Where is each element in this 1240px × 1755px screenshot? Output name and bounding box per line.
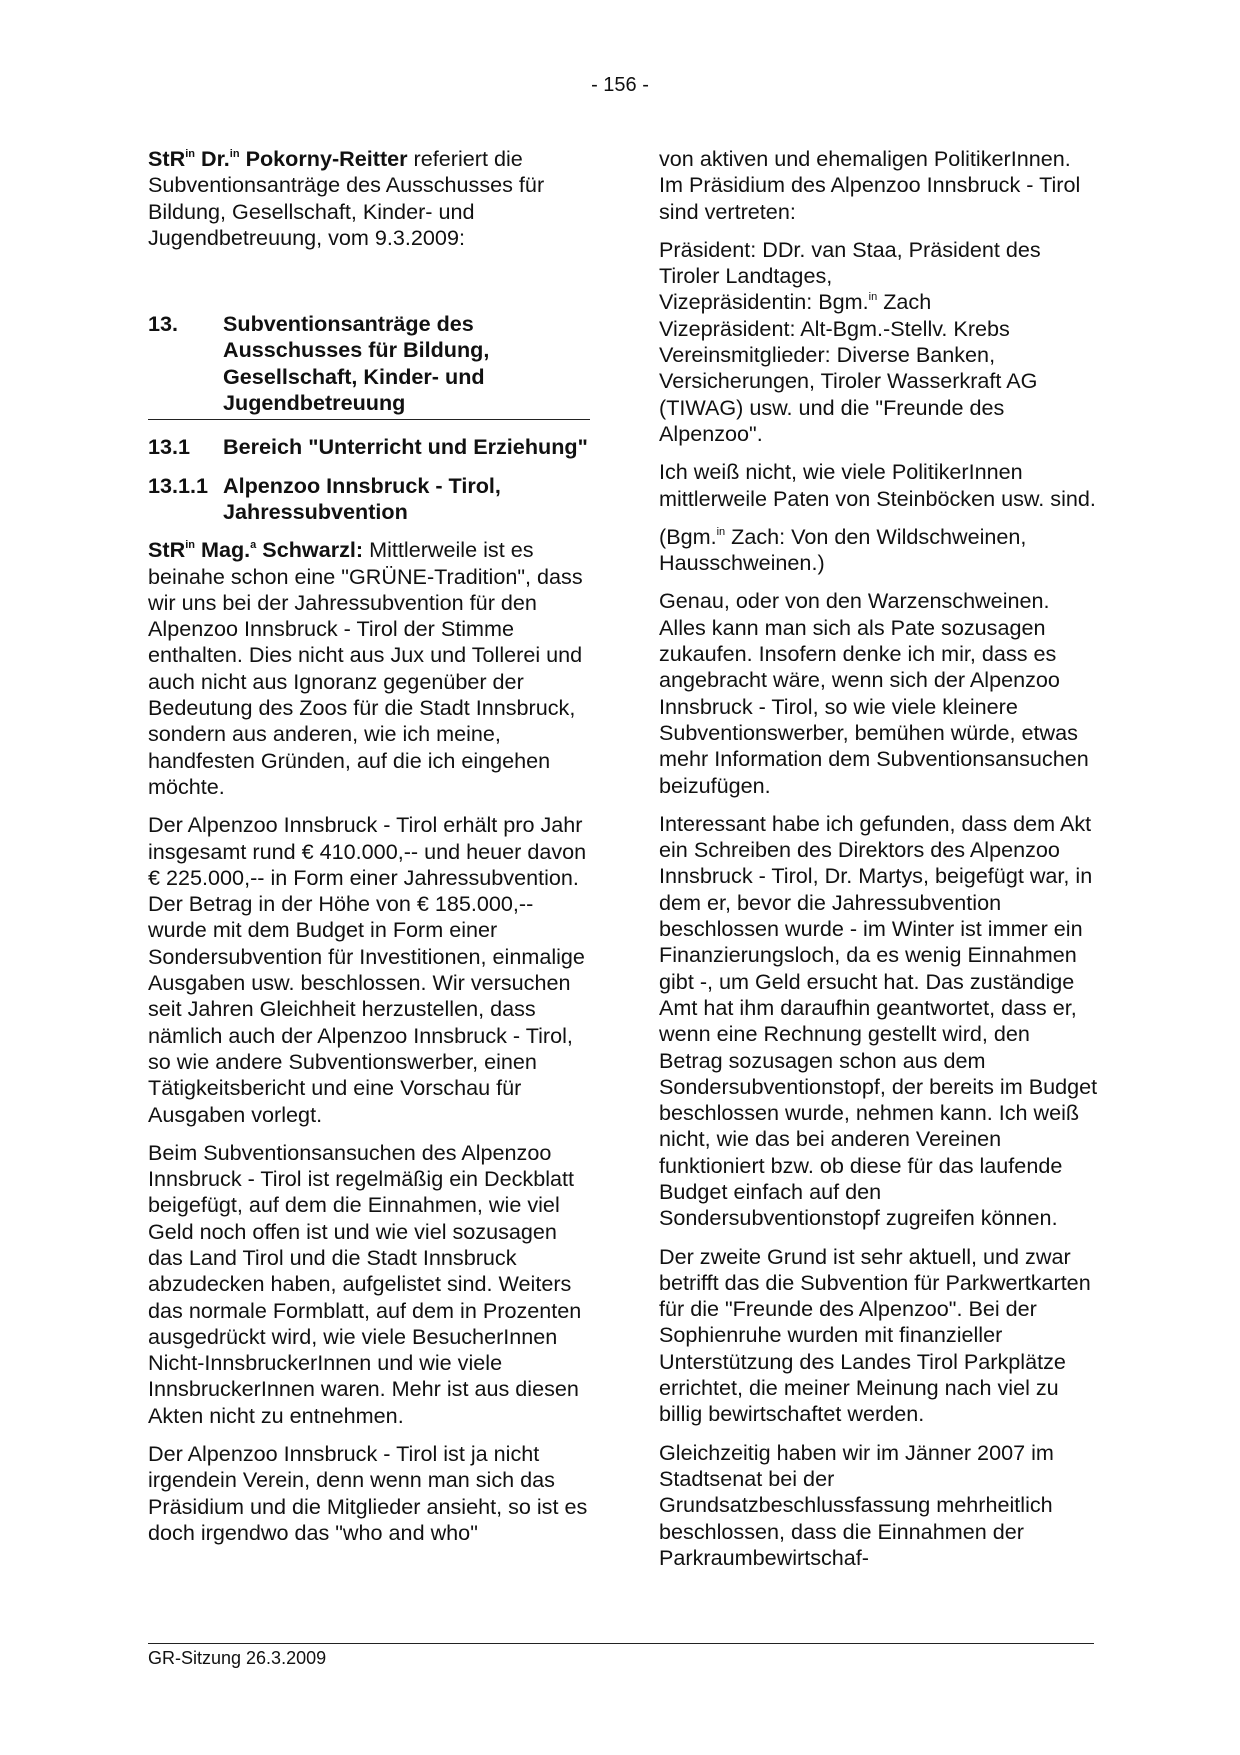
superscript: in — [185, 539, 195, 552]
superscript: in — [185, 148, 195, 160]
body-paragraph: Der Alpenzoo Innsbruck - Tirol ist ja nicht irgendein Verein, denn wenn man sich das Präsidium und die Mitglieder ansieht, so ist es doch irgendwo das "who and who" — [148, 1441, 588, 1545]
body-paragraph: Beim Subventionsansuchen des Alpenzoo Innsbruck - Tirol ist regelmäßig ein Deckblatt beigefügt, auf dem die Einnahmen, wie viel Geld noch offen ist und wie viel sozusagen das Land Tirol und die Stadt Innsbruck abzudecken haben, aufgelistet sind. Weiters das normale Formblatt, auf dem in Prozenten ausgedrückt wird, wie viele BesucherInnen Nicht-InnsbruckerInnen und wie viele InnsbruckerInnen waren. Mehr ist aus diesen Akten nicht zu entnehmen. — [148, 1139, 582, 1428]
intro-text: referiert die Subventionsanträge des Ausschusses für Bildung, Gesellschaft, Kinder- und Jugendbetreuung, vom 9.3.2009: — [148, 146, 545, 250]
footer-text: GR-Sitzung 26.3.2009 — [148, 1648, 327, 1668]
speaker-name — [148, 146, 408, 171]
presidium-list — [659, 237, 1099, 447]
speaker-surname: Pokorny-Reitter — [239, 146, 408, 171]
speaker-title: Dr. — [194, 146, 230, 171]
agenda-title: Alpenzoo Innsbruck - Tirol, Jahressubvention — [223, 472, 501, 524]
interjection-text: Zach: Von den Wildschweinen, Hausschweinen.) — [659, 523, 1027, 576]
superscript: a — [250, 539, 257, 552]
superscript: in — [868, 291, 878, 304]
interjection — [659, 524, 1099, 577]
agenda-number: 13. — [148, 311, 179, 337]
interjection-text: (Bgm. — [659, 523, 717, 549]
agenda-number: 13.1 — [148, 434, 191, 460]
agenda-item-13-1-1 — [148, 473, 588, 526]
superscript: in — [716, 525, 726, 538]
presidium-line — [659, 289, 931, 314]
role-text: Vizepräsidentin: Bgm. — [659, 289, 869, 315]
speech-paragraph — [148, 537, 588, 800]
body-paragraph: Gleichzeitig haben wir im Jänner 2007 im Stadtsenat bei der Grundsatzbeschlussfassung mehrheitlich beschlossen, dass die Einnahmen der Parkraumbewirtschaf- — [659, 1439, 1054, 1570]
superscript: in — [229, 148, 240, 160]
body-paragraph: von aktiven und ehemaligen PolitikerInnen. Im Präsidium des Alpenzoo Innsbruck - Tirol sind vertreten: — [659, 146, 1081, 224]
body-paragraph: Der Alpenzoo Innsbruck - Tirol erhält pro Jahr insgesamt rund € 410.000,-- und heuer davon € 225.000,-- in Form einer Jahressubvention. Der Betrag in der Höhe von € 185.000,-- wurde mit dem Budget in Form einer Sondersubvention für Investitionen, einmalige Ausgaben usw. beschlossen. Wir versuchen seit Jahren Gleichheit herzustellen, dass nämlich auch der Alpenzoo Innsbruck - Tirol, so wie andere Subventionswerber, einen Tätigkeitsbericht und eine Vorschau für Ausgaben vorlegt. — [148, 812, 587, 1127]
footer-divider — [148, 1643, 1094, 1644]
agenda-number: 13.1.1 — [148, 472, 209, 498]
presidium-line: Präsident: DDr. van Staa, Präsident des Tiroler Landtages, — [659, 236, 1041, 289]
page-number: - 156 - — [591, 74, 649, 96]
agenda-title: Bereich "Unterricht und Erziehung" — [223, 434, 588, 460]
presidium-line: Vizepräsident: Alt-Bgm.-Stellv. Krebs — [659, 315, 1010, 341]
speaker-name — [148, 537, 363, 562]
speaker-title: StR — [148, 146, 186, 171]
speaker-surname: Schwarzl: — [256, 537, 364, 563]
agenda-title: Subventionsanträge des Ausschusses für Bildung, Gesellschaft, Kinder- und Jugendbetreuung — [223, 311, 490, 416]
right-column — [659, 146, 1099, 1583]
body-paragraph: Genau, oder von den Warzenschweinen. Alles kann man sich als Pate sozusagen zukaufen. Insofern denke ich mir, dass es angebracht wäre, wenn sich der Alpenzoo Innsbruck - Tirol, so wie viele kleinere Subventionswerber, bemühen würde, etwas mehr Information dem Subventionsansuchen beizufügen. — [659, 588, 1089, 798]
left-column — [148, 146, 588, 1558]
body-paragraph: Interessant habe ich gefunden, dass dem Akt ein Schreiben des Direktors des Alpenzoo Innsbruck - Tirol, Dr. Martys, beigefügt war, in dem er, bevor die Jahressubvention beschlossen wurde - im Winter ist immer ein Finanzierungsloch, da es wenig Einnahmen gibt -, um Geld ersucht hat. Das zuständige Amt hat ihm daraufhin geantwortet, dass er, wenn eine Rechnung gestellt wird, den Betrag sozusagen schon aus dem Sondersubventionstopf, der bereits im Budget beschlossen wurde, nehmen kann. Ich weiß nicht, wie das bei anderen Vereinen funktioniert bzw. ob diese für das laufende Budget einfach auf den Sondersubventionstopf zugreifen können. — [659, 810, 1098, 1231]
role-name: Zach — [877, 289, 932, 315]
agenda-item-13-1 — [148, 434, 588, 460]
speaker-title: Mag. — [194, 537, 251, 563]
intro-paragraph — [148, 146, 588, 251]
speaker-title: StR — [148, 537, 186, 563]
body-paragraph: Ich weiß nicht, wie viele PolitikerInnen mittlerweile Paten von Steinböcken usw. sind. — [659, 459, 1096, 511]
presidium-line: Vereinsmitglieder: Diverse Banken, Versicherungen, Tiroler Wasserkraft AG (TIWAG) usw. und die "Freunde des Alpenzoo". — [659, 342, 1038, 446]
body-paragraph: Der zweite Grund ist sehr aktuell, und zwar betrifft das die Subvention für Parkwertkarten für die "Freunde des Alpenzoo". Bei der Sophienruhe wurden mit finanzieller Unterstützung des Landes Tirol Parkplätze errichtet, die meiner Meinung nach viel zu billig bewirtschaftet werden. — [659, 1243, 1091, 1427]
agenda-item-13 — [148, 311, 590, 420]
speech-text: Mittlerweile ist es beinahe schon eine "GRÜNE-Tradition", dass wir uns bei der Jahressubvention für den Alpenzoo Innsbruck - Tirol der Stimme enthalten. Dies nicht aus Jux und Tollerei und auch nicht aus Ignoranz gegenüber der Bedeutung des Zoos für die Stadt Innsbruck, sondern aus anderen, wie ich meine, handfesten Gründen, auf die ich eingehen möchte. — [148, 537, 583, 799]
